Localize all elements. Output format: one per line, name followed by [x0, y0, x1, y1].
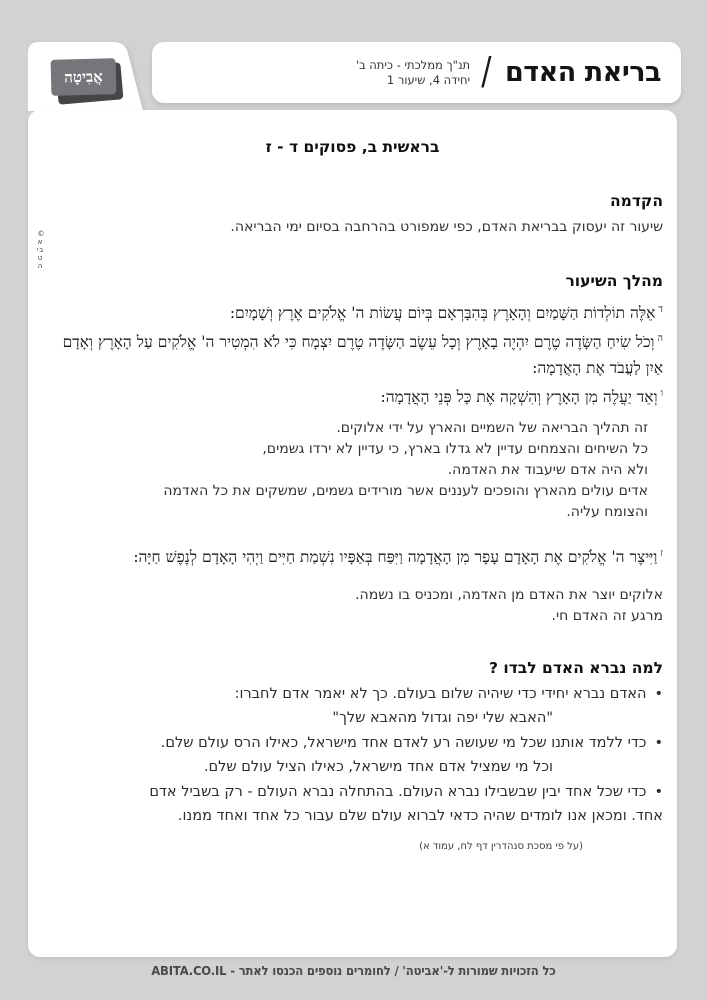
source-citation: (על פי מסכת סנהדרין דף לח, עמוד א) [419, 840, 583, 852]
bullet-item [42, 731, 663, 756]
why-alone-bullets [42, 682, 663, 829]
explanation-line: כל השיחים והצמחים עדיין לא גדלו בארץ, כי עדיין לא ירדו גשמים, [262, 441, 648, 458]
why-alone-heading: למה נברא האדם לבדו ? [488, 658, 663, 677]
subtitle-unit: יחידה 4, שיעור 1 [386, 72, 471, 87]
bible-verses-group-1 [42, 297, 663, 410]
verse-5-text: וְכֹל שִׂיחַ הַשָּׂדֶה טֶרֶם יִהְיֶה בָאָרֶץ וְכָל עֵשֶׂב הַשָּׂדֶה טֶרֶם יִצְמָח כִּי לֹא הִמְטִיר ה' אֱלֹקִים עַל הָאָרֶץ וְאָדָם אַיִן לַעֲבֹד אֶת הָאֲדָמָה: [62, 333, 663, 378]
footer [0, 960, 707, 979]
explanation-line: זה תהליך הבריאה של השמיים והארץ על ידי אלוקים. [336, 420, 648, 437]
logo-front-layer [51, 58, 117, 96]
verse-4-number: ד [658, 304, 663, 315]
bullet-item [42, 682, 663, 707]
verse-5-number: ה [657, 333, 663, 345]
bullet-text: כדי ללמד אותנו שכל מי שעושה רע לאדם אחד מישראל, כאילו הרס עולם שלם. [160, 734, 647, 751]
page-title: בריאת האדם [504, 57, 661, 88]
verse-6-text: וְאֵד יַעֲלֶה מִן הָאָרֶץ וְהִשְׁקָה אֶת כָּל פְּנֵי הָאֲדָמָה: [380, 388, 658, 407]
explanation-line: מרגע זה האדם חי. [551, 607, 663, 624]
header-bar [152, 42, 681, 103]
logo-text: אֲבִיטָה [64, 66, 103, 87]
bullet-text: כדי שכל אחד יבין שבשבילו נברא העולם. בהתחלה נברא העולם - רק בשביל אדם [149, 783, 647, 800]
verse-7-text: וַיִּיצֶר ה' אֱלֹקִים אֶת הָאָדָם עָפָר מִן הָאֲדָמָה וַיִּפַּח בְּאַפָּיו נִשְׁמַת חַיִּים וַיְהִי הָאָדָם לְנֶפֶשׁ חַיָּה: [133, 548, 658, 567]
bullet-icon: • [654, 783, 663, 800]
copyright-symbol: © [37, 230, 45, 238]
intro-text: שיעור זה יעסוק בבריאת האדם, כפי שמפורט בהרחבה בסיום ימי הבריאה. [230, 219, 663, 235]
bullet-icon: • [654, 734, 663, 751]
verse-6 [42, 381, 663, 410]
explanation-line: והצומח עליה. [566, 504, 648, 521]
explanation-block-2 [42, 585, 663, 627]
explanation-line: אדים עולים מהארץ והופכים לעננים אשר מורידים גשמים, שמשקים את כל האדמה [163, 483, 648, 500]
verse-4 [42, 297, 663, 326]
verse-7 [42, 541, 663, 570]
bullet-text: האדם נברא יחידי כדי שיהיה שלום בעולם. כך לא יאמר אדם לחברו: [234, 685, 647, 702]
verse-4-text: אֵלֶּה תוֹלְדוֹת הַשָּׁמַיִם וְהָאָרֶץ בְּהִבָּרְאָם בְּיוֹם עֲשׂוֹת ה' אֱלֹקִים אֶרֶץ וְשָׁמָיִם: [229, 304, 656, 323]
bullet-text-continued: "האבא שלי יפה וגדול מהאבא שלך" [332, 710, 553, 727]
bullet-item [42, 780, 663, 805]
bullet-text-continued: אחד. ומכאן אנו לומדים שהיה כדאי לברוא עולם שלם עבור כל אחד ואחד ממנו. [177, 808, 663, 825]
bullet-icon: • [654, 685, 663, 702]
verse-5 [42, 326, 663, 381]
explanation-block-1 [42, 418, 648, 523]
copyright-footer-text: כל הזכויות שמורות ל-'אביטה' / לחומרים נוספים הכנסו לאתר - ABITA.CO.IL [151, 963, 556, 978]
subtitle-course: תנ"ך ממלכתי - כיתה ב' [355, 57, 471, 72]
copyright-mark [36, 230, 46, 270]
bullet-text-continued: וכל מי שמציל אדם אחד מישראל, כאילו הציל עולם שלם. [203, 759, 553, 776]
verse-6-number: ו [660, 388, 663, 400]
passage-title: בראשית ב, פסוקים ד - ז [265, 138, 440, 156]
title-separator: / [481, 48, 492, 93]
explanation-line: ולא היה אדם שיעבוד את האדמה. [447, 462, 648, 479]
verse-7-number: ז [660, 548, 663, 560]
content-card [28, 110, 677, 957]
header-subtitle [356, 58, 470, 88]
copyright-brand-name: אביטה [36, 238, 45, 270]
explanation-line: אלוקים יוצר את האדם מן האדמה, ומכניס בו נשמה. [355, 586, 663, 603]
intro-heading: הקדמה [609, 192, 663, 210]
abita-logo [50, 58, 130, 110]
lesson-heading: מהלך השיעור [565, 272, 663, 290]
